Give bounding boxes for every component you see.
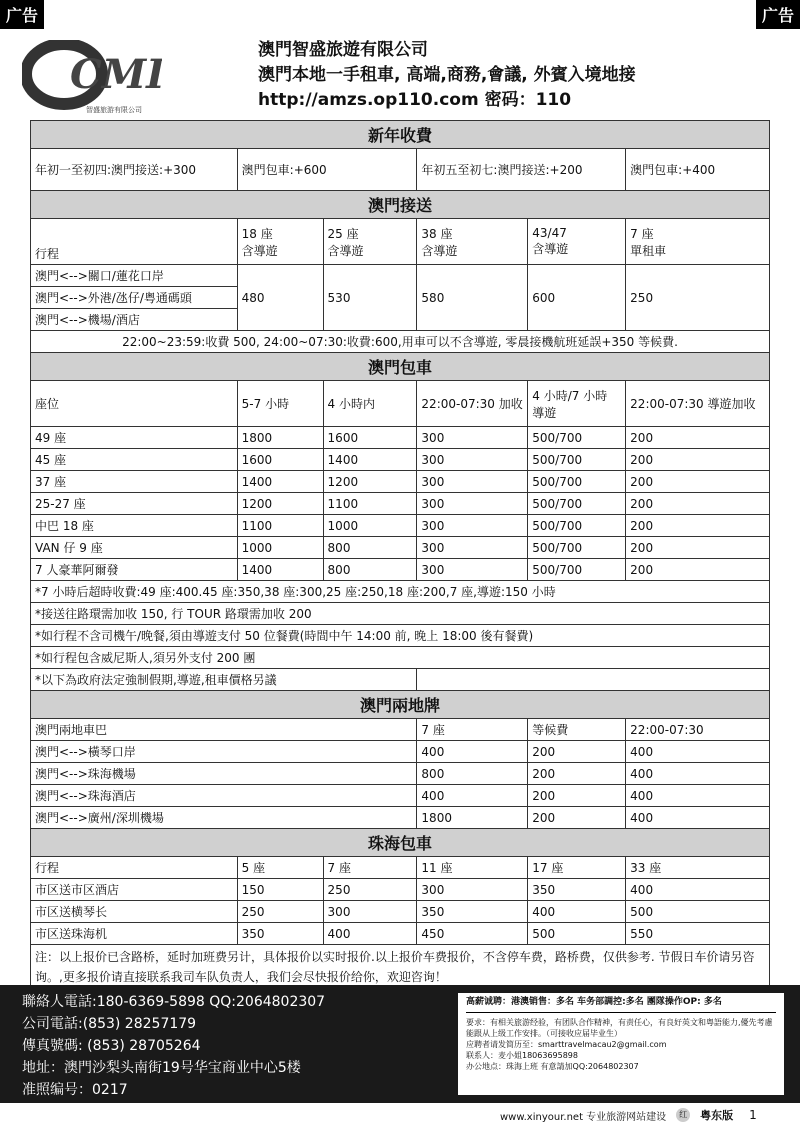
transfer-note: 22:00~23:59:收費 500, 24:00~07:30:收費:600,用車可以不含導遊, 零晨接機航班延誤+350 等候費. <box>31 331 770 353</box>
table-cell: 澳門<-->廣州/深圳機場 <box>31 807 417 829</box>
zhuhai-note: 注：以上报价已含路桥，延时加班费另计，具体报价以实时报价.以上报价车费报价，不含停车费，路桥费，仅供参考. 节假日车价请另咨询。,更多报价请直接联系我司车队负责人，我们会尽快报价给你，欢迎咨询！ <box>31 945 770 990</box>
header-cell: 38 座 <box>421 226 453 241</box>
table-cell: 市区送市区酒店 <box>31 879 238 901</box>
table-cell: 200 <box>626 559 770 581</box>
new-year-title: 新年收費 <box>31 121 770 149</box>
table-cell: 1000 <box>323 515 417 537</box>
transfer-price: 530 <box>323 265 417 331</box>
table-cell: 300 <box>417 559 528 581</box>
table-cell: 1400 <box>237 471 323 493</box>
header-cell: 座位 <box>31 381 238 427</box>
table-cell: 市区送横琴长 <box>31 901 238 923</box>
table-row <box>31 879 770 901</box>
header-cell: 含導遊 <box>327 243 364 258</box>
header-cell: 22:00-07:30 加收 <box>417 381 528 427</box>
table-cell: 550 <box>626 923 770 945</box>
company-header <box>258 38 636 113</box>
table-cell: 500/700 <box>528 449 626 471</box>
charter-note: *7 小時后超時收費:49 座:400.45 座:350,38 座:300,25 座:250,18 座:200,7 座,導遊:150 小時 <box>31 581 770 603</box>
table-cell: 400 <box>626 785 770 807</box>
bottom-bar <box>500 1107 757 1123</box>
table-cell: 200 <box>626 515 770 537</box>
table-cell: 300 <box>417 427 528 449</box>
table-cell: 350 <box>237 923 323 945</box>
header-cell: 7 座 <box>323 857 417 879</box>
table-cell: 300 <box>417 471 528 493</box>
table-row <box>31 493 770 515</box>
new-year-cell: 年初五至初七:澳門接送:+200 <box>417 149 626 191</box>
table-row <box>31 515 770 537</box>
table-cell: 500/700 <box>528 537 626 559</box>
table-cell: 350 <box>417 901 528 923</box>
table-row <box>31 741 770 763</box>
table-cell: 300 <box>323 901 417 923</box>
table-cell: 400 <box>626 807 770 829</box>
header-cell: 17 座 <box>528 857 626 879</box>
table-cell: 1000 <box>237 537 323 559</box>
table-cell: 350 <box>528 879 626 901</box>
transfer-price: 480 <box>237 265 323 331</box>
red-badge-icon: 红 <box>676 1108 690 1122</box>
charter-note: *接送往路環需加收 150, 行 TOUR 路環需加收 200 <box>31 603 770 625</box>
empty-cell <box>417 669 770 691</box>
header-cell: 22:00-07:30 導遊加收 <box>626 381 770 427</box>
header-cell: 等候費 <box>528 719 626 741</box>
charter-title: 澳門包車 <box>31 353 770 381</box>
header-cell: 18 座 <box>241 226 273 241</box>
transfer-price: 250 <box>626 265 770 331</box>
header-cell: 11 座 <box>417 857 528 879</box>
company-url[interactable]: http://amzs.op110.com 密码：110 <box>258 90 572 110</box>
table-cell: 25-27 座 <box>31 493 238 515</box>
logo-subtitle: 智盛旅游有限公司 <box>86 106 142 114</box>
transfer-route: 澳門<-->關口/蓮花口岸 <box>31 265 238 287</box>
price-table <box>30 120 770 990</box>
charter-note: *如行程包含威尼斯人,須另外支付 200 團 <box>31 647 770 669</box>
table-row <box>31 923 770 945</box>
header-cell: 行程 <box>31 857 238 879</box>
table-row <box>31 807 770 829</box>
new-year-cell: 澳門包車:+600 <box>237 149 417 191</box>
new-year-cell: 年初一至初四:澳門接送:+300 <box>31 149 238 191</box>
table-cell: 澳門<-->珠海機場 <box>31 763 417 785</box>
hiring-email[interactable]: 应聘者请发简历至：smarttravelmacau2@gmail.com <box>466 1040 667 1049</box>
address: 地址：澳門沙梨头南街19号华宝商业中心5楼 <box>22 1060 301 1076</box>
table-cell: 1100 <box>323 493 417 515</box>
hiring-office: 办公地点：珠海上班 有意請加QQ:2064802307 <box>466 1062 639 1071</box>
table-cell: 500/700 <box>528 471 626 493</box>
license-number: 准照编号：0217 <box>22 1082 128 1098</box>
table-cell: 150 <box>237 879 323 901</box>
table-cell: 200 <box>528 807 626 829</box>
table-cell: 300 <box>417 449 528 471</box>
logo-letters: CMI <box>70 51 162 98</box>
table-cell: 250 <box>323 879 417 901</box>
table-cell: 300 <box>417 493 528 515</box>
header-cell: 澳門兩地車巴 <box>31 719 417 741</box>
table-cell: 300 <box>417 515 528 537</box>
table-cell: 200 <box>528 785 626 807</box>
site-credit[interactable]: www.xinyour.net 专业旅游网站建设 <box>500 1111 667 1123</box>
table-cell: 200 <box>528 763 626 785</box>
table-cell: 400 <box>626 763 770 785</box>
transfer-route: 澳門<-->外港/氹仔/粤通碼頭 <box>31 287 238 309</box>
header-cell: 含導遊 <box>241 243 278 258</box>
table-cell: 市区送珠海机 <box>31 923 238 945</box>
header-cell: 7 座 <box>630 226 654 241</box>
footer-panel <box>0 985 800 1103</box>
table-cell: 1100 <box>237 515 323 537</box>
table-row <box>31 427 770 449</box>
hiring-heading: 高薪诚聘：港澳销售：多名 车务部調控:多名 團隊操作OP: 多名 <box>466 997 776 1013</box>
company-tagline: 澳門本地一手租車, 高端,商務,會議, 外賓入境地接 <box>258 65 636 85</box>
contact-phone: 聯絡人電話:180-6369-5898 QQ:2064802307 <box>22 994 326 1010</box>
table-cell: 500 <box>528 923 626 945</box>
table-cell: 1800 <box>417 807 528 829</box>
table-cell: 澳門<-->珠海酒店 <box>31 785 417 807</box>
fax-number: 傳真號碼: (853) 28705264 <box>22 1038 201 1054</box>
table-cell: 7 人豪華阿爾發 <box>31 559 238 581</box>
table-cell: 200 <box>626 449 770 471</box>
charter-note: *如行程不含司機午/晚餐,須由導遊支付 50 位餐費(時間中午 14:00 前, 晚上 18:00 後有餐費) <box>31 625 770 647</box>
table-cell: 200 <box>626 537 770 559</box>
table-cell: 300 <box>417 537 528 559</box>
table-row <box>31 763 770 785</box>
table-row <box>31 537 770 559</box>
new-year-cell: 澳門包車:+400 <box>626 149 770 191</box>
table-cell: 400 <box>417 741 528 763</box>
page-number: 1 <box>749 1108 757 1122</box>
table-cell: 500/700 <box>528 493 626 515</box>
header-cell: 單租車 <box>630 243 667 258</box>
table-cell: 400 <box>417 785 528 807</box>
table-cell: 1600 <box>237 449 323 471</box>
header-cell: 43/47 <box>532 226 567 240</box>
table-cell: 400 <box>626 741 770 763</box>
zhuhai-title: 珠海包車 <box>31 829 770 857</box>
table-cell: 500 <box>626 901 770 923</box>
header-cell: 5-7 小時 <box>237 381 323 427</box>
table-cell: 250 <box>237 901 323 923</box>
table-cell: 450 <box>417 923 528 945</box>
transfer-price: 580 <box>417 265 528 331</box>
table-cell: 400 <box>323 923 417 945</box>
ad-tag-left: 广告 <box>0 0 44 29</box>
ad-tag-right: 广告 <box>756 0 800 29</box>
cross-title: 澳門兩地牌 <box>31 691 770 719</box>
contact-info <box>22 991 325 1101</box>
table-row <box>31 471 770 493</box>
table-cell: 400 <box>626 879 770 901</box>
charter-note: *以下為政府法定強制假期,導遊,租車價格另議 <box>31 669 417 691</box>
company-logo <box>22 40 162 122</box>
hiring-contact: 联系人：麦小姐18063695898 <box>466 1051 578 1060</box>
table-cell: 中巴 18 座 <box>31 515 238 537</box>
table-cell: 49 座 <box>31 427 238 449</box>
table-cell: VAN 仔 9 座 <box>31 537 238 559</box>
header-cell: 含導遊 <box>532 242 569 256</box>
hiring-requirements: 要求：有相关旅游经验，有团队合作精神，有责任心，有良好英文和粤語能力,優先考慮能跟从上级工作安排。（可接收应届毕业生） <box>466 1018 773 1038</box>
table-row <box>31 449 770 471</box>
header-cell: 4 小時/7 小時 導遊 <box>528 381 626 427</box>
table-row <box>31 901 770 923</box>
edition-label: 粤东版 <box>700 1109 734 1122</box>
header-cell: 含導遊 <box>421 243 458 258</box>
table-cell: 400 <box>528 901 626 923</box>
table-cell: 1200 <box>237 493 323 515</box>
table-cell: 500/700 <box>528 427 626 449</box>
table-cell: 1600 <box>323 427 417 449</box>
table-cell: 澳門<-->橫琴口岸 <box>31 741 417 763</box>
table-row <box>31 785 770 807</box>
header-cell: 5 座 <box>237 857 323 879</box>
header-cell: 33 座 <box>626 857 770 879</box>
table-cell: 45 座 <box>31 449 238 471</box>
header-cell: 4 小時内 <box>323 381 417 427</box>
transfer-head-route: 行程 <box>31 219 238 265</box>
table-cell: 1400 <box>237 559 323 581</box>
header-cell: 25 座 <box>327 226 359 241</box>
table-cell: 200 <box>626 493 770 515</box>
table-cell: 300 <box>417 879 528 901</box>
table-cell: 800 <box>417 763 528 785</box>
company-phone: 公司電話:(853) 28257179 <box>22 1016 197 1032</box>
table-cell: 1800 <box>237 427 323 449</box>
table-cell: 200 <box>528 741 626 763</box>
table-cell: 37 座 <box>31 471 238 493</box>
table-cell: 500/700 <box>528 559 626 581</box>
table-row <box>31 559 770 581</box>
table-cell: 200 <box>626 427 770 449</box>
header-cell: 22:00-07:30 <box>626 719 770 741</box>
company-name: 澳門智盛旅遊有限公司 <box>258 40 428 60</box>
header-cell: 7 座 <box>417 719 528 741</box>
transfer-title: 澳門接送 <box>31 191 770 219</box>
table-cell: 800 <box>323 537 417 559</box>
table-cell: 200 <box>626 471 770 493</box>
transfer-price: 600 <box>528 265 626 331</box>
table-cell: 500/700 <box>528 515 626 537</box>
transfer-route: 澳門<-->機場/酒店 <box>31 309 238 331</box>
table-cell: 1200 <box>323 471 417 493</box>
table-cell: 1400 <box>323 449 417 471</box>
table-cell: 800 <box>323 559 417 581</box>
hiring-box <box>458 993 784 1095</box>
